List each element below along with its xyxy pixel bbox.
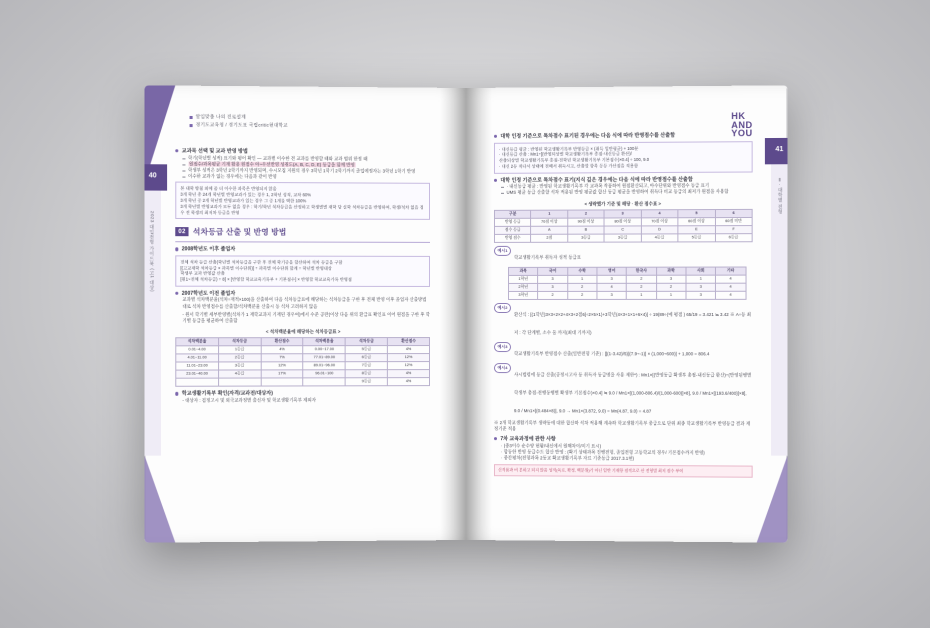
round-bullet-icon	[494, 437, 497, 440]
cell: 1	[686, 275, 716, 283]
col-header: 기타	[716, 267, 746, 275]
cell: 3등급	[218, 362, 260, 370]
cell: 12%	[388, 362, 430, 370]
col-header: 석차등급	[345, 338, 387, 346]
cell: 9등급	[345, 378, 387, 386]
right-page	[466, 85, 787, 542]
table-row	[509, 283, 746, 291]
cell: 반영 등급	[494, 218, 530, 226]
col-header: 환산점수	[388, 338, 430, 346]
note-line: 산출되상별 학교생활기록부 총점-전학년 학교생활기록부 기본점수)×0.4] ÷ 100, 9.0	[498, 157, 650, 163]
cell: A	[531, 226, 568, 234]
section-rule	[175, 242, 430, 244]
dash-bullet-icon	[182, 170, 185, 171]
cell: 4등급	[218, 370, 260, 378]
col-header: 2	[568, 210, 605, 218]
cell: F	[715, 225, 752, 233]
example-4	[494, 363, 753, 418]
right-content	[494, 128, 753, 477]
note-line: 학생부 교과 반영값 산출	[180, 270, 225, 277]
col-header: 3	[604, 209, 641, 217]
logo-line-2: AND	[731, 119, 753, 130]
pink-note-text: 신적품과 비 분하고 되지 않음 성적(독로, 확정, 백분위)가 아닌 일반 기재항 점적으로 산 전형별 최저 점수 부여	[497, 467, 684, 474]
list-item: 이수한 교과가 없는 경우에는 다음과 같이 반영	[182, 174, 430, 181]
col-header: 수학	[567, 267, 597, 275]
cell: D	[641, 225, 678, 233]
cell	[261, 378, 303, 386]
example-tag: 예시4	[494, 363, 511, 373]
cell: 1학년	[509, 275, 538, 283]
cell: 70점 이상	[531, 218, 568, 226]
header-line-2: 경기도교육청 / 경기도표 국립critic현대학교	[190, 122, 372, 129]
header-line-1: 알입맞춤 나의 진로설계	[190, 114, 372, 121]
round-bullet-icon	[175, 248, 178, 251]
seven-list-item: · 중간평차(전형과목 2등교 확교생활기록부 자료 기준등급 2017.3.1현)	[500, 455, 635, 461]
note-line: [(고교재학 석차등급 × 과목별 이수단위)] ÷ 과목별 이수단위 합계 ÷ 학년별 반영대상	[180, 265, 332, 271]
cell: 2	[626, 275, 656, 283]
left-content	[175, 144, 430, 404]
col-header: 환산점수	[261, 338, 303, 346]
cell: 12%	[388, 354, 430, 362]
cell: 8등급	[345, 370, 387, 378]
cell: 4%	[388, 370, 430, 378]
note-line: 3개 학년 중 2개 학년별 반영교과가 있는 경우 그 중 1개를 택한 100%	[180, 197, 307, 204]
example-body: 환산식 : [(1학년)3×3+2×2+4×3+2점6]÷2×5×1)+3학년(4×3+1×1+6×4)] ÷ 19(89÷(예 평점 ) 65/19 = 3.421 ≒ 3.42 ※ A÷등 최저 : 각 단계별, 소수 둘 까지(최대 기까지)	[513, 311, 752, 335]
cell: 23.01~40.00	[176, 370, 219, 378]
cell: 점수 등급	[494, 226, 530, 234]
list-item: · 내신등급 평균 : 반영된 학교생활기록부 각 교과목 작품하여 원점환산되고, 아수단위와 반영점수 동급 표기	[501, 183, 753, 190]
col-header: 6	[715, 209, 752, 217]
cell: E	[678, 225, 715, 233]
list-item: 학생부 성적은 3학년 2학기까지 반영되며, 수시모집 지원의 경우 3학년 1학기 2학기까지 졸업예정자는 3학년 1학기 반영	[182, 167, 430, 175]
cell: 4	[716, 275, 746, 283]
example-tag: 예시1	[494, 245, 511, 255]
dash-bullet-icon	[501, 187, 504, 188]
cell: 3	[656, 275, 686, 283]
cell: 70점 이상	[641, 217, 678, 225]
cell: 2	[567, 283, 597, 291]
cell: 3	[686, 283, 716, 291]
cell: 3	[686, 291, 716, 299]
cell: 7등급	[345, 362, 387, 370]
square-bullet-icon	[190, 124, 193, 127]
round-bullet-icon	[175, 292, 178, 295]
table-caption: < 석차백분율에 해당하는 석차등급표 >	[265, 329, 341, 335]
cell: 3	[597, 291, 627, 299]
left-running-head: 2023 대입전형 가이드북 (고1 대상)	[149, 210, 155, 293]
pink-highlight-note	[494, 464, 753, 477]
cell: 60점 미만	[715, 217, 752, 225]
cell: 2	[626, 283, 656, 291]
note-line: · 내신 2등 적다서 상태에 전해서 취득시고, 산출할 항목 동등 가산점을 적용함	[498, 162, 638, 169]
example-tag: 예시3	[494, 342, 511, 352]
col-header: 한국사	[626, 267, 656, 275]
example-1	[494, 245, 753, 264]
seven-list-item: · 합동한 반영 등급수도 합산 반영 : (확기 상태과목 진행전형, 졸업전형 고등학교의 경우/ 기본점수까지 반영)	[500, 448, 705, 455]
cell: 3등급	[568, 234, 605, 242]
cell: 3	[538, 283, 567, 291]
cell: 5등급	[345, 346, 387, 354]
cell: 7%	[261, 354, 303, 362]
col-header: 과목	[509, 267, 538, 275]
decor-corner-bottom-left	[145, 456, 176, 543]
col-header: 영어	[597, 267, 627, 275]
square-bullet-icon	[190, 115, 193, 118]
col-header: 과학	[656, 267, 686, 275]
cell: 80점 이상	[604, 217, 641, 225]
note-line: · 내신등급 평균 : 반영된 학교생활기록부 반영등급 × (취득 일반평균) + 100분	[498, 145, 639, 152]
cell: 4	[597, 283, 627, 291]
cell: 96.01~100	[303, 370, 345, 378]
dash-bullet-icon	[182, 164, 185, 165]
decor-corner-bottom-right	[757, 456, 788, 543]
right-page-number: 41	[775, 146, 784, 154]
dash-bullet-icon	[182, 177, 185, 178]
cell: 0.01~4.00	[176, 346, 219, 354]
list-item: 학기(학년별 성적) 표기와 평어 확인 — 교과별 이수한 전 교과를 반영할 때와 교과 범위 한정 때	[182, 155, 430, 163]
cell: 4%	[388, 378, 430, 386]
example-grades-table	[508, 266, 746, 299]
table-caption: < 생략했가 기준 및 해당 · 환산 점수표 >	[584, 200, 662, 207]
note-line: · 내신등급 산출 : Mn1÷[(반영되상별 학교생활기록부 총점-내신등급 환산)/	[498, 151, 632, 158]
col-header: 5	[678, 209, 715, 217]
cell: 6등급	[715, 233, 752, 241]
logo-line-1: HK	[731, 110, 746, 122]
cell: C	[604, 226, 641, 234]
dash-bullet-icon	[501, 193, 504, 194]
formula-box-1	[494, 141, 753, 174]
subsection-heading: 2007학년도 이전 졸업자	[175, 291, 430, 298]
seven-list-item: · (중3이수 순수양 현황/내신에서 원해차이/미기 표시)	[500, 442, 602, 449]
note-line: 전체 석차 등급 산출(학년별 석차등급을 구한 후 전체 학기중을 합산하여 석차 등급을 구함	[180, 259, 343, 265]
footer-line: - 대상자 : 검정고시 및 외국교과정별 출신자 및 학교생활기록부 제외자	[182, 397, 316, 403]
list-item: 원점수/과목평균 기재 활용 원점수 아~우선반영 성취도(A, B, C, D, E) 등급을 함께 반영	[182, 161, 430, 169]
cell: 3	[597, 275, 627, 283]
conversion-score-table	[494, 208, 753, 242]
cell: 반영 점수	[494, 234, 530, 242]
cell: 4%	[388, 346, 430, 354]
cell: 4	[716, 283, 746, 291]
cell: 6등급	[345, 354, 387, 362]
right-running-head: Ⅱ. 대학별 전형	[778, 178, 784, 215]
cell: 12%	[261, 362, 303, 370]
cell	[303, 378, 345, 386]
cell: 11.01~23.00	[176, 362, 219, 370]
col-header: 구분	[494, 210, 530, 218]
cell: 5등급	[678, 233, 715, 241]
note-line: [원1~전체 석차등급) ÷ 8] × [반영할 학교교육기록부 + 기본점수] × 반영할 학교교육가록 반영점	[180, 276, 352, 283]
col-header: 석차등급	[218, 338, 260, 346]
seven-list-heading: 7차 교육과정에 관한 사항	[494, 436, 753, 444]
right-block-heading-1: 대학 인정 기준으로 특차점수 표기된 경우에는 다음 식에 따라 반영점수를 산출함	[494, 132, 753, 140]
example-2	[494, 302, 753, 338]
table-row	[176, 378, 430, 387]
cell: 4.01~11.00	[176, 354, 219, 362]
cell: 2	[538, 291, 567, 299]
subsection-heading: 2008학년도 이후 졸업자	[175, 247, 430, 254]
table-row	[494, 233, 752, 242]
cell: 2	[656, 283, 686, 291]
cell: 4등급	[641, 233, 678, 241]
cell: 4%	[261, 346, 303, 354]
cell: 2	[567, 291, 597, 299]
col-header: 1	[531, 210, 568, 218]
left-header	[190, 114, 372, 131]
cell: 4	[716, 291, 746, 299]
col-header: 석차백분율	[303, 338, 345, 346]
table-row	[509, 275, 746, 283]
paragraph: - 원서 학기별 세부반영별(석차가 1 재학교과지 기재된 경우여)에서 수준 공란(이상 다음 위의 환급표 확인표 이어 원점을 구한 후 학기별 등급을 평균하여 산출함	[182, 311, 431, 324]
dash-bullet-icon	[182, 158, 185, 159]
note-line: 3개 학년별 반영교과가 모두 없을 경우 : 학기/학년 석차등급을 산정하고 학생별별 재학 당 실학 석차등급을 반영하여, 학생/석차 없을 경우 전 학생의 최저차 등급을 반영	[180, 203, 424, 215]
table-row	[509, 291, 746, 299]
section-number-badge: 02	[175, 227, 189, 236]
cell: 3학년	[509, 291, 538, 299]
cell: 90점 이상	[568, 218, 605, 226]
col-header: 석차백분율	[176, 338, 219, 346]
cell: 1	[567, 275, 597, 283]
cell: 2학년	[509, 283, 538, 291]
example-3	[494, 342, 753, 360]
cell: 77.01~89.00	[303, 354, 345, 362]
section-heading-02	[175, 226, 430, 238]
round-bullet-icon	[494, 179, 497, 182]
cell: 1	[656, 291, 686, 299]
left-page-number: 40	[148, 172, 157, 180]
closing-note: ※ 2개 학교생활기록부 생략등에 대한 합산하 석차 적용해 계속하 학교생활기록부 중급으로 단위 최종 학교생활기록부 반영등급 결과 재정기준 적용	[493, 419, 751, 432]
paragraph: 교과별 석차백분율(석차÷재적×100)을 산출하여 다음 석차등급표에 해당하는 석차등급을 구한 후 전체 반영 이후 졸업자 산출방법대로 석차 반영점수를 산출할/석차백분율 산출시 동 석차 고려하지 않음	[182, 297, 427, 309]
cell: 1등급	[218, 346, 260, 354]
grad-after-2008-box	[175, 255, 430, 287]
cell: 2등급	[218, 354, 260, 362]
col-header: 국어	[538, 267, 567, 275]
note-line: 본 대학 방침 외에 좀 더 이수한 과목은 반영되지 않음	[180, 185, 277, 192]
open-book	[148, 88, 784, 540]
note-line: 3개 학년 총 24개 학년별 반영교과가 있는 경우 1, 2학년 성적, 교차 60%	[180, 191, 312, 198]
example-tag: 예시2	[494, 303, 511, 313]
round-bullet-icon	[175, 149, 178, 152]
col-header: 사회	[686, 267, 716, 275]
cell: B	[568, 226, 605, 234]
round-bullet-icon	[494, 135, 497, 138]
left-block-heading: 교과목 선택 및 교과 반영 방법	[175, 148, 430, 156]
right-gutter-shadow	[466, 88, 492, 540]
cell: 1	[626, 291, 656, 299]
col-header: 4	[641, 209, 678, 217]
round-bullet-icon	[175, 392, 178, 395]
rank-percentile-table	[175, 337, 430, 387]
left-gutter-shadow	[440, 88, 466, 540]
cell	[176, 378, 219, 386]
cell	[218, 378, 260, 386]
cell: 89.01~96.00	[303, 362, 345, 370]
right-block-heading-2: 대학 인정 기준으로 특차점수 표기(지식 깊은 경우에는 다음 식에 따라 반영점수를 산출함	[494, 176, 753, 184]
cell: 0.00~17.00	[303, 346, 345, 354]
logo-line-3: YOU	[731, 128, 753, 139]
cell: 3등급	[604, 234, 641, 242]
example-body: 사시법령에 등급 산출(공정시고사 등 취득자 등급명을 사용 제한*) : Mn1×[(반영등급 확생부 총점-내신등급 환산)÷(반영된행별 학생부 총점-전행동행별 확생부 기본점수)×0.4] ≒ 9.0 / Mn1×[(1,000-806.4)/(1,000-600)]×8], 9.0 / Mn1×[(193.6/400)]×8], 9.0 / Mn1×[(0.484×8)], 9.0 → Mn1×(3.872, 9.0) = Mn(4.87, 9.0) = 4.87	[513, 371, 752, 414]
example-body: 학교생활기록부 반영점수 산출(일반전형 기준) : [[(1-3.42)/5)](7.9~-1)] × (1,000~600)] + 1,000 = 806.4	[513, 350, 710, 356]
left-page	[145, 85, 466, 542]
cell: 2점	[531, 234, 568, 242]
example-caption: 학교생활기록부 취득자 성적 등급표	[513, 254, 582, 260]
left-note-box	[175, 182, 430, 220]
section-title: 석차등급 산출 및 반영 방법	[192, 227, 287, 237]
cell: 60점 이상	[678, 217, 715, 225]
cell: 3	[538, 275, 567, 283]
list-item: UMS 평균 등급 산출할 석차 적용된 반영 평균값 합산 등급 평균을 반영하여 취득다 비교 등급의 최저가 원점을 사용함	[501, 189, 753, 196]
cell: 17%	[261, 370, 303, 378]
footer-heading: 학교생활기록부 확인(자격/교과전/대상자)	[175, 390, 430, 397]
